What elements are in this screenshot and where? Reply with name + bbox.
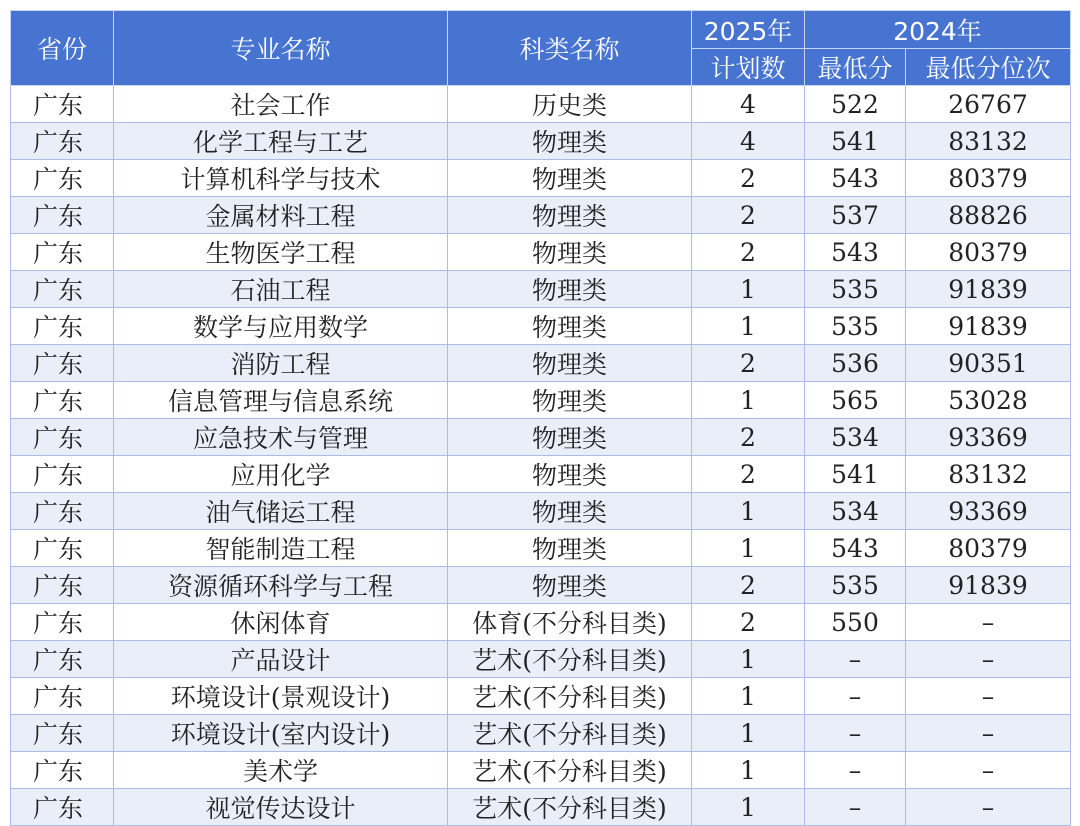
cell-major: 计算机科学与技术 <box>114 160 448 197</box>
table-row <box>11 123 1071 160</box>
cell-plan: 2 <box>692 604 805 641</box>
cell-min-rank: – <box>906 604 1071 641</box>
cell-plan: 2 <box>692 419 805 456</box>
cell-min-score: – <box>805 641 906 678</box>
header-min-rank: 最低分位次 <box>906 49 1071 86</box>
cell-province: 广东 <box>11 493 114 530</box>
cell-category: 物理类 <box>448 382 692 419</box>
admission-table <box>10 10 1071 826</box>
cell-min-score: 541 <box>805 123 906 160</box>
table-row <box>11 789 1071 826</box>
cell-category: 物理类 <box>448 123 692 160</box>
table-row <box>11 641 1071 678</box>
cell-category: 历史类 <box>448 86 692 123</box>
header-major: 专业名称 <box>114 11 448 86</box>
table-row <box>11 604 1071 641</box>
cell-min-rank: 26767 <box>906 86 1071 123</box>
cell-major: 资源循环科学与工程 <box>114 567 448 604</box>
cell-plan: 1 <box>692 678 805 715</box>
cell-category: 物理类 <box>448 456 692 493</box>
cell-category: 物理类 <box>448 308 692 345</box>
cell-major: 金属材料工程 <box>114 197 448 234</box>
cell-min-score: – <box>805 715 906 752</box>
table-row <box>11 197 1071 234</box>
cell-major: 社会工作 <box>114 86 448 123</box>
cell-province: 广东 <box>11 789 114 826</box>
cell-province: 广东 <box>11 345 114 382</box>
cell-min-score: 550 <box>805 604 906 641</box>
cell-min-score: 537 <box>805 197 906 234</box>
cell-min-score: 543 <box>805 160 906 197</box>
cell-category: 物理类 <box>448 567 692 604</box>
cell-min-score: 565 <box>805 382 906 419</box>
header-year-2024: 2024年 <box>805 11 1071 49</box>
cell-category: 物理类 <box>448 530 692 567</box>
table-row <box>11 530 1071 567</box>
cell-major: 化学工程与工艺 <box>114 123 448 160</box>
cell-min-score: – <box>805 789 906 826</box>
cell-province: 广东 <box>11 160 114 197</box>
cell-major: 信息管理与信息系统 <box>114 382 448 419</box>
cell-min-rank: 93369 <box>906 493 1071 530</box>
cell-min-rank: 83132 <box>906 123 1071 160</box>
cell-category: 物理类 <box>448 197 692 234</box>
table-row <box>11 715 1071 752</box>
header-category: 科类名称 <box>448 11 692 86</box>
cell-province: 广东 <box>11 456 114 493</box>
cell-province: 广东 <box>11 234 114 271</box>
table-row <box>11 419 1071 456</box>
table-row <box>11 493 1071 530</box>
table-row <box>11 752 1071 789</box>
table-row <box>11 234 1071 271</box>
cell-plan: 1 <box>692 271 805 308</box>
cell-major: 石油工程 <box>114 271 448 308</box>
table-row <box>11 345 1071 382</box>
cell-major: 油气储运工程 <box>114 493 448 530</box>
table-body <box>11 86 1071 826</box>
cell-category: 体育(不分科目类) <box>448 604 692 641</box>
cell-min-rank: 93369 <box>906 419 1071 456</box>
cell-major: 生物医学工程 <box>114 234 448 271</box>
cell-plan: 1 <box>692 789 805 826</box>
cell-plan: 2 <box>692 160 805 197</box>
cell-major: 休闲体育 <box>114 604 448 641</box>
cell-province: 广东 <box>11 419 114 456</box>
cell-plan: 1 <box>692 382 805 419</box>
cell-min-score: 536 <box>805 345 906 382</box>
cell-plan: 2 <box>692 197 805 234</box>
cell-category: 物理类 <box>448 419 692 456</box>
cell-min-score: 534 <box>805 493 906 530</box>
cell-min-rank: – <box>906 678 1071 715</box>
cell-plan: 1 <box>692 715 805 752</box>
cell-min-rank: 91839 <box>906 308 1071 345</box>
cell-min-rank: 83132 <box>906 456 1071 493</box>
cell-category: 艺术(不分科目类) <box>448 715 692 752</box>
cell-province: 广东 <box>11 530 114 567</box>
table-row <box>11 567 1071 604</box>
table-row <box>11 86 1071 123</box>
cell-plan: 2 <box>692 567 805 604</box>
cell-plan: 2 <box>692 456 805 493</box>
cell-min-score: 534 <box>805 419 906 456</box>
table-row <box>11 678 1071 715</box>
cell-major: 应急技术与管理 <box>114 419 448 456</box>
header-plan-2025-year: 2025年 <box>692 11 805 49</box>
cell-major: 数学与应用数学 <box>114 308 448 345</box>
cell-category: 物理类 <box>448 234 692 271</box>
cell-province: 广东 <box>11 641 114 678</box>
cell-plan: 1 <box>692 641 805 678</box>
cell-category: 艺术(不分科目类) <box>448 678 692 715</box>
cell-category: 艺术(不分科目类) <box>448 641 692 678</box>
cell-major: 消防工程 <box>114 345 448 382</box>
cell-min-score: 535 <box>805 271 906 308</box>
cell-category: 物理类 <box>448 271 692 308</box>
cell-min-rank: 80379 <box>906 234 1071 271</box>
table-row <box>11 456 1071 493</box>
cell-plan: 1 <box>692 308 805 345</box>
cell-min-score: 541 <box>805 456 906 493</box>
cell-min-rank: 53028 <box>906 382 1071 419</box>
cell-min-rank: – <box>906 752 1071 789</box>
cell-category: 艺术(不分科目类) <box>448 752 692 789</box>
cell-province: 广东 <box>11 271 114 308</box>
table-header <box>11 11 1071 86</box>
cell-category: 物理类 <box>448 345 692 382</box>
cell-min-score: – <box>805 678 906 715</box>
cell-major: 环境设计(室内设计) <box>114 715 448 752</box>
cell-plan: 2 <box>692 345 805 382</box>
cell-province: 广东 <box>11 382 114 419</box>
header-min-score: 最低分 <box>805 49 906 86</box>
cell-province: 广东 <box>11 86 114 123</box>
cell-min-rank: 88826 <box>906 197 1071 234</box>
cell-min-score: 535 <box>805 308 906 345</box>
cell-min-score: 543 <box>805 234 906 271</box>
cell-major: 应用化学 <box>114 456 448 493</box>
cell-min-rank: – <box>906 789 1071 826</box>
cell-category: 物理类 <box>448 160 692 197</box>
cell-min-rank: 91839 <box>906 271 1071 308</box>
header-plan-count: 计划数 <box>692 49 805 86</box>
table-row <box>11 160 1071 197</box>
table-row <box>11 308 1071 345</box>
cell-major: 环境设计(景观设计) <box>114 678 448 715</box>
cell-min-score: 522 <box>805 86 906 123</box>
cell-province: 广东 <box>11 715 114 752</box>
cell-major: 视觉传达设计 <box>114 789 448 826</box>
cell-province: 广东 <box>11 678 114 715</box>
cell-province: 广东 <box>11 604 114 641</box>
cell-min-score: – <box>805 752 906 789</box>
cell-plan: 4 <box>692 86 805 123</box>
cell-min-rank: 80379 <box>906 530 1071 567</box>
table-row <box>11 271 1071 308</box>
cell-plan: 1 <box>692 493 805 530</box>
cell-min-rank: 90351 <box>906 345 1071 382</box>
cell-province: 广东 <box>11 197 114 234</box>
cell-province: 广东 <box>11 752 114 789</box>
header-province: 省份 <box>11 11 114 86</box>
cell-province: 广东 <box>11 123 114 160</box>
cell-category: 艺术(不分科目类) <box>448 789 692 826</box>
cell-min-score: 535 <box>805 567 906 604</box>
cell-province: 广东 <box>11 308 114 345</box>
cell-plan: 4 <box>692 123 805 160</box>
cell-min-rank: 80379 <box>906 160 1071 197</box>
admission-table-container <box>10 10 1070 826</box>
cell-category: 物理类 <box>448 493 692 530</box>
cell-min-score: 543 <box>805 530 906 567</box>
cell-major: 智能制造工程 <box>114 530 448 567</box>
cell-province: 广东 <box>11 567 114 604</box>
cell-major: 美术学 <box>114 752 448 789</box>
cell-min-rank: 91839 <box>906 567 1071 604</box>
cell-min-rank: – <box>906 715 1071 752</box>
cell-plan: 1 <box>692 530 805 567</box>
cell-plan: 1 <box>692 752 805 789</box>
table-row <box>11 382 1071 419</box>
cell-min-rank: – <box>906 641 1071 678</box>
cell-major: 产品设计 <box>114 641 448 678</box>
cell-plan: 2 <box>692 234 805 271</box>
